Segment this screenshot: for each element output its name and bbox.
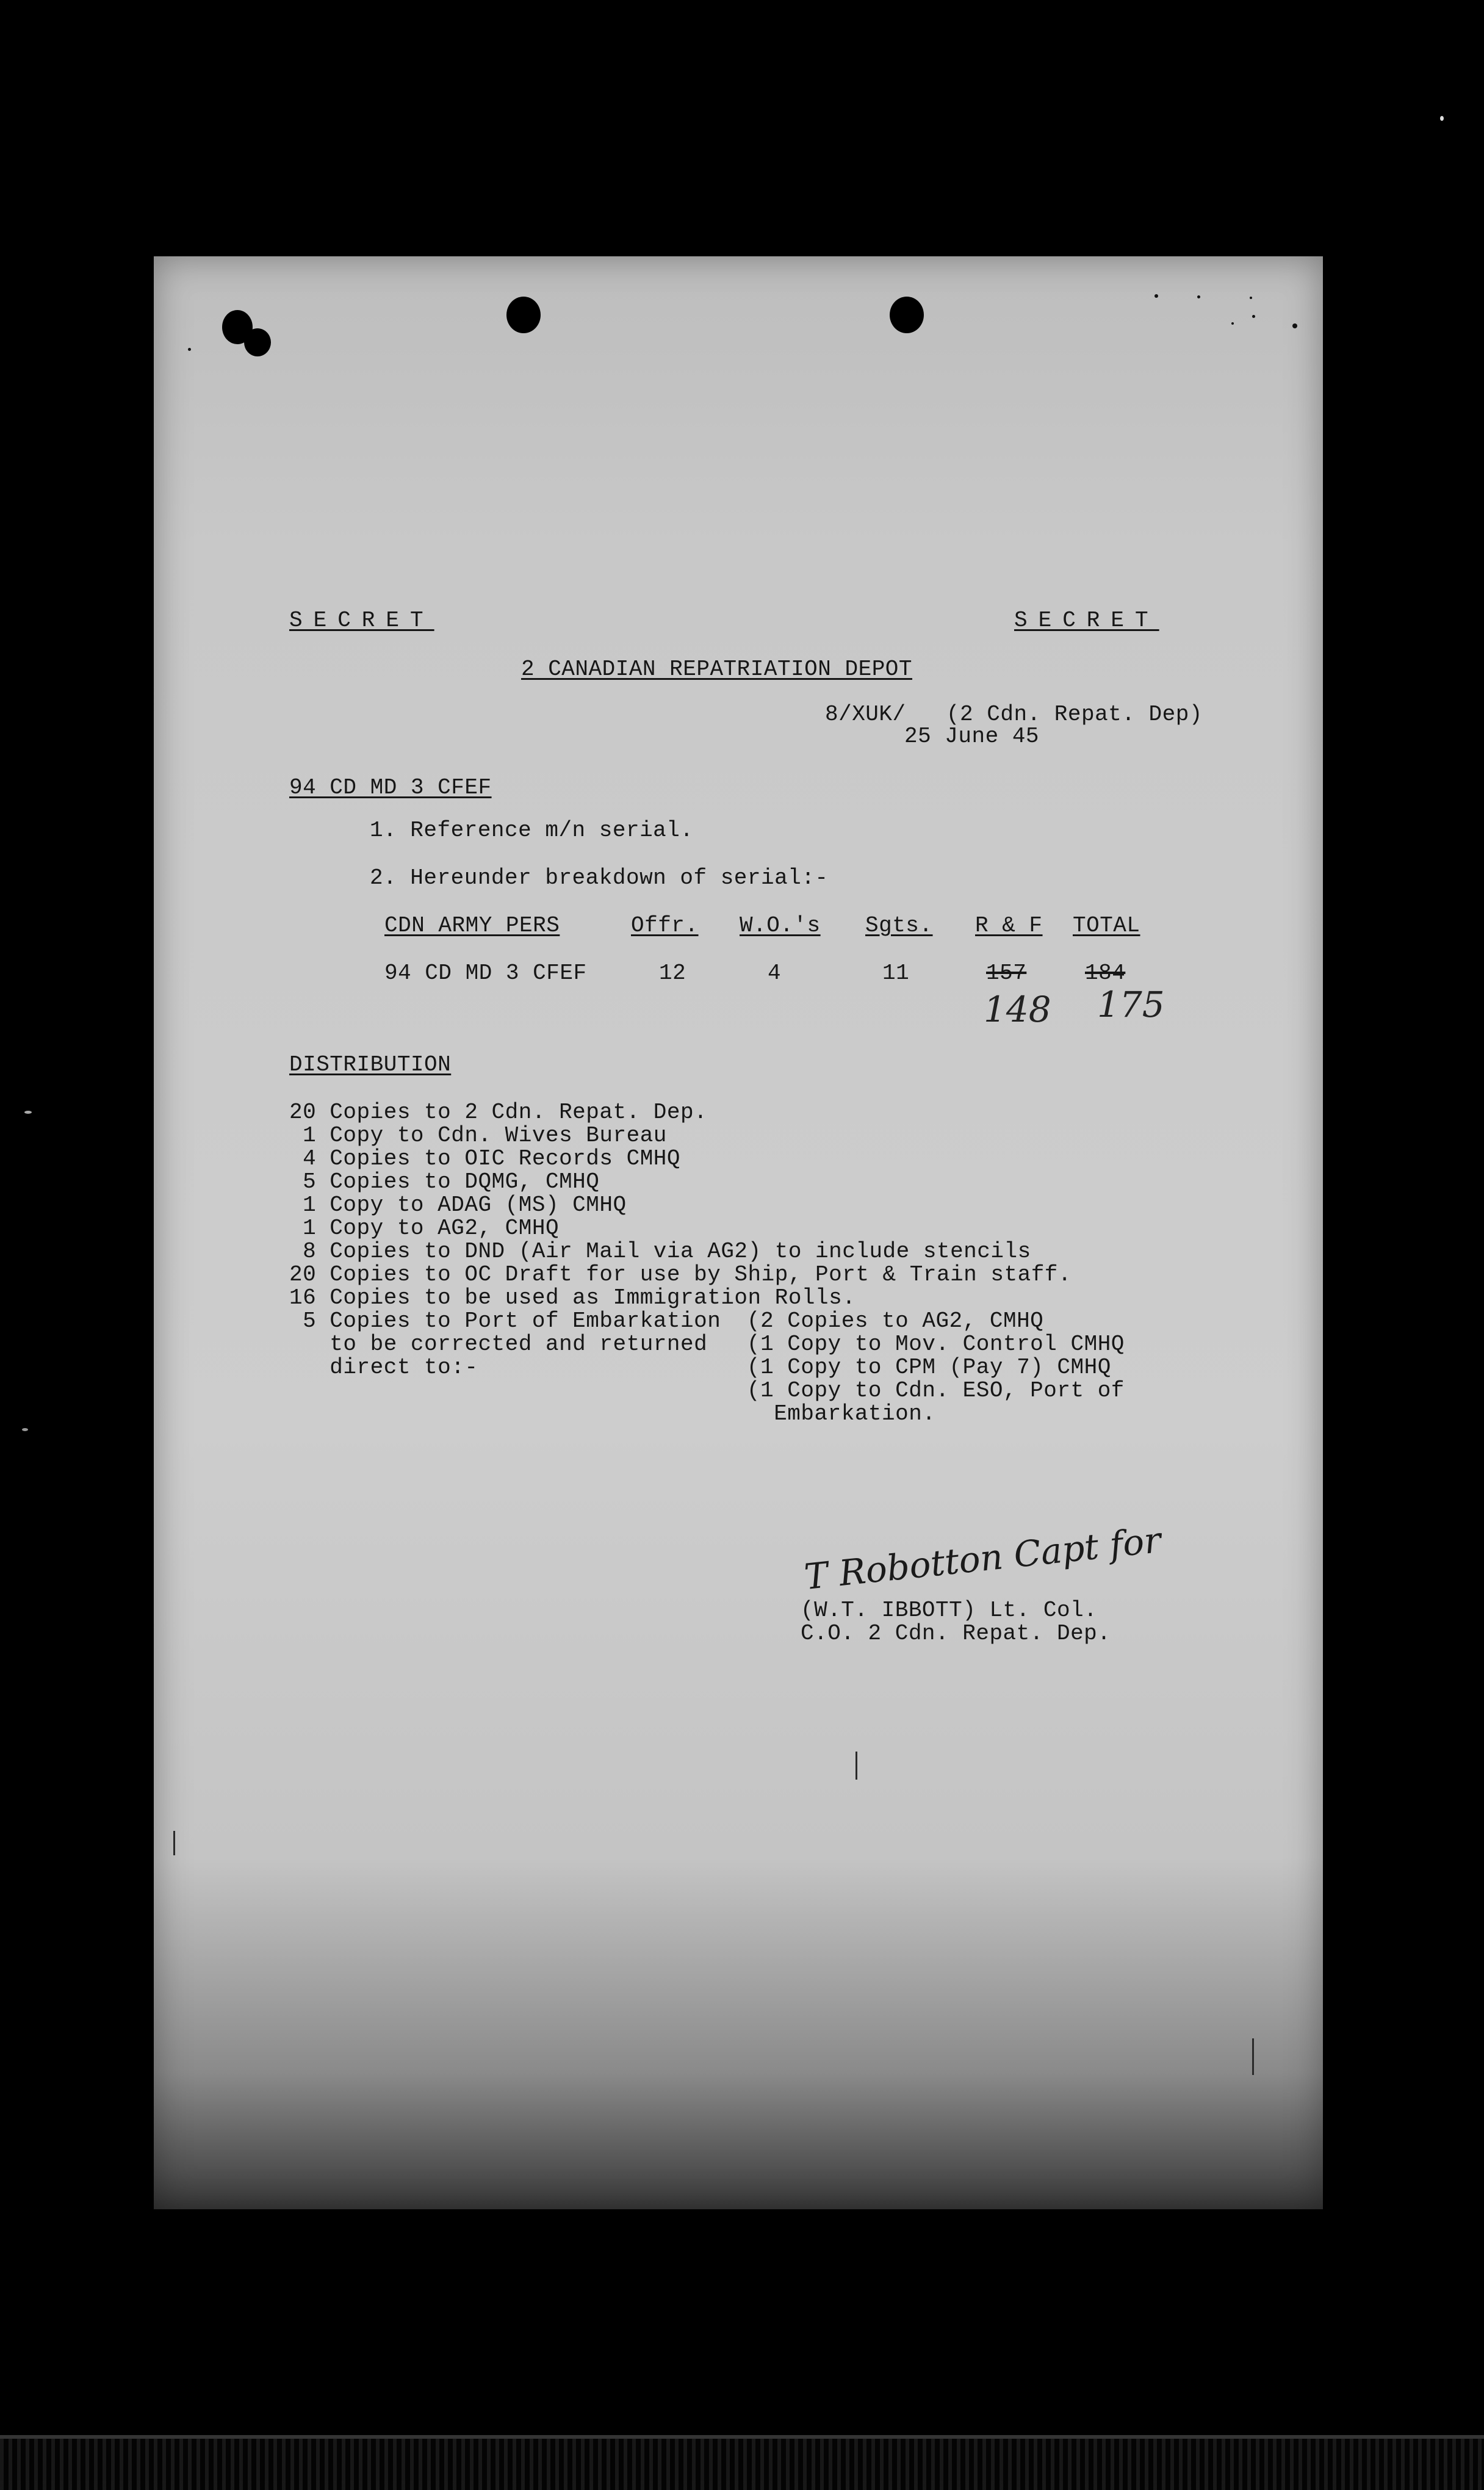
distribution-item: 1 Copy to ADAG (MS) CMHQ bbox=[289, 1193, 627, 1218]
film-scratch bbox=[1252, 2038, 1254, 2075]
speck bbox=[1197, 295, 1200, 298]
speck bbox=[1252, 315, 1255, 318]
speck bbox=[1440, 116, 1444, 121]
distribution-item: 5 Copies to DQMG, CMHQ bbox=[289, 1169, 600, 1194]
bracket-item: (2 Copies to AG2, CMHQ bbox=[747, 1308, 1044, 1333]
table-cell-sergeants: 11 bbox=[882, 961, 910, 986]
table-cell-total-struck: 184 bbox=[1085, 961, 1126, 986]
punch-hole-center bbox=[506, 297, 541, 333]
distribution-item: 1 Copy to AG2, CMHQ bbox=[289, 1216, 560, 1241]
speck bbox=[24, 1111, 32, 1114]
signature-name: (W.T. IBBOTT) Lt. Col. bbox=[801, 1598, 1098, 1623]
distribution-item: 8 Copies to DND (Air Mail via AG2) to include stencils bbox=[289, 1239, 1031, 1264]
table-header-unit: CDN ARMY PERS bbox=[384, 913, 560, 938]
distribution-continuation: direct to:- bbox=[289, 1355, 478, 1380]
handwritten-correction-rank-file: 148 bbox=[984, 989, 1051, 1030]
speck bbox=[188, 348, 191, 351]
distribution-item: 4 Copies to OIC Records CMHQ bbox=[289, 1146, 681, 1171]
document-date: 25 June 45 bbox=[904, 724, 1040, 749]
film-scratch bbox=[173, 1831, 175, 1855]
bracket-item: (1 Copy to Cdn. ESO, Port of bbox=[747, 1378, 1125, 1403]
handwritten-correction-total: 175 bbox=[1097, 984, 1165, 1025]
distribution-heading: DISTRIBUTION bbox=[289, 1052, 452, 1077]
distribution-item: 20 Copies to 2 Cdn. Repat. Dep. bbox=[289, 1100, 708, 1125]
handwritten-signature: T Robotton Capt for bbox=[802, 1519, 1163, 1598]
film-edge bbox=[0, 2435, 1484, 2490]
table-header-warrant-officers: W.O.'s bbox=[740, 913, 821, 938]
speck bbox=[1250, 297, 1252, 299]
table-header-officers: Offr. bbox=[631, 913, 699, 938]
table-cell-unit: 94 CD MD 3 CFEF bbox=[384, 961, 587, 986]
paragraph-1: 1. Reference m/n serial. bbox=[370, 818, 694, 843]
table-header-sergeants: Sgts. bbox=[865, 913, 933, 938]
signature-title: C.O. 2 Cdn. Repat. Dep. bbox=[801, 1621, 1111, 1646]
table-cell-rank-file-struck: 157 bbox=[986, 961, 1027, 986]
document-page bbox=[154, 256, 1323, 2209]
table-header-rank-file: R & F bbox=[975, 913, 1043, 938]
table-cell-warrant-officers: 4 bbox=[768, 961, 782, 986]
bracket-item: (1 Copy to Mov. Control CMHQ bbox=[747, 1332, 1125, 1357]
distribution-item: 16 Copies to be used as Immigration Rolls. bbox=[289, 1285, 856, 1310]
speck bbox=[1154, 294, 1158, 298]
bracket-item: (1 Copy to CPM (Pay 7) CMHQ bbox=[747, 1355, 1111, 1380]
speck bbox=[1292, 323, 1297, 328]
secret-marking-left: SECRET bbox=[289, 608, 434, 633]
distribution-item: 5 Copies to Port of Embarkation bbox=[289, 1308, 721, 1333]
distribution-item: 1 Copy to Cdn. Wives Bureau bbox=[289, 1123, 667, 1148]
paragraph-2: 2. Hereunder breakdown of serial:- bbox=[370, 865, 829, 890]
distribution-item: 20 Copies to OC Draft for use by Ship, Port & Train staff. bbox=[289, 1262, 1072, 1287]
punch-hole-right bbox=[890, 297, 924, 333]
secret-marking-right: SECRET bbox=[1014, 608, 1159, 633]
speck bbox=[1231, 322, 1234, 325]
speck bbox=[22, 1428, 28, 1431]
subject-line: 94 CD MD 3 CFEF bbox=[289, 775, 492, 800]
table-header-total: TOTAL bbox=[1073, 913, 1140, 938]
document-title: 2 CANADIAN REPATRIATION DEPOT bbox=[521, 657, 913, 682]
table-cell-officers: 12 bbox=[659, 961, 686, 986]
reference-number: 8/XUK/ (2 Cdn. Repat. Dep) bbox=[825, 702, 1203, 727]
bracket-item: Embarkation. bbox=[747, 1401, 936, 1426]
punch-hole-left-2 bbox=[244, 328, 271, 356]
distribution-continuation: to be corrected and returned bbox=[289, 1332, 708, 1357]
film-scratch bbox=[855, 1752, 857, 1780]
